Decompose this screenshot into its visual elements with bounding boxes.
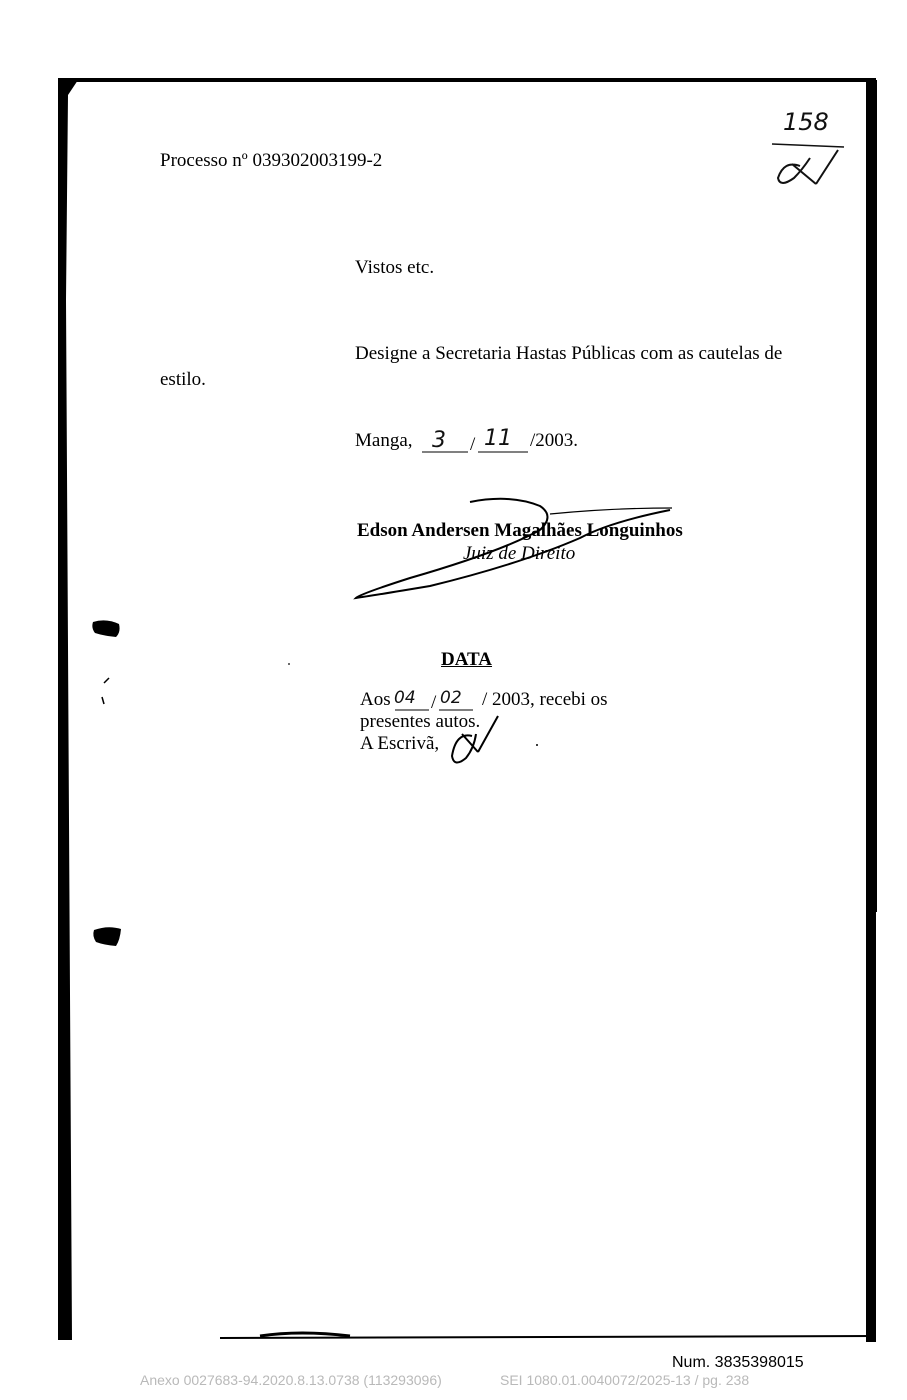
receipt-month-handwritten: 02 — [440, 688, 462, 708]
receipt-line2: presentes autos. — [360, 711, 481, 732]
opening-text: Vistos etc. — [355, 257, 435, 278]
receipt-prefix: Aos — [360, 689, 391, 710]
judge-name: Edson Andersen Magalhães Longuinhos — [357, 520, 683, 541]
judge-title: Juiz de Direito — [463, 543, 576, 564]
sei-reference: SEI 1080.01.0040072/2025-13 / pg. 238 — [500, 1372, 750, 1388]
process-number: Processo nº 039302003199-2 — [160, 150, 383, 171]
annex-reference: Anexo 0027683-94.2020.8.13.0738 (113293096) — [140, 1372, 442, 1388]
date-year: /2003. — [530, 430, 579, 451]
receipt-heading: DATA — [441, 649, 493, 670]
punch-hole-top — [92, 620, 119, 637]
top-scan-edge — [58, 78, 876, 82]
svg-text:/: / — [431, 692, 437, 713]
date-month-handwritten: 11 — [484, 426, 512, 451]
left-scan-edge — [58, 80, 78, 1340]
receipt-year-text: / 2003, recebi os — [482, 689, 608, 710]
bottom-scan-edge — [220, 1336, 876, 1338]
order-text-line1: Designe a Secretaria Hastas Públicas com as cautelas de — [355, 343, 783, 364]
folio-initials-signature — [770, 138, 850, 190]
order-text-line2: estilo. — [160, 369, 206, 390]
document-number: Num. 3835398015 — [672, 1354, 804, 1371]
svg-text:/: / — [470, 434, 476, 455]
punch-hole-bottom — [93, 927, 121, 946]
folio-number: 158 — [783, 108, 829, 136]
date-day-handwritten: 3 — [432, 428, 446, 453]
place-label: Manga, — [355, 430, 413, 451]
judge-signature-stroke — [350, 492, 680, 604]
receipt-line3: A Escrivã, — [360, 733, 440, 754]
receipt-day-handwritten: 04 — [394, 688, 416, 708]
clerk-signature — [446, 712, 502, 770]
